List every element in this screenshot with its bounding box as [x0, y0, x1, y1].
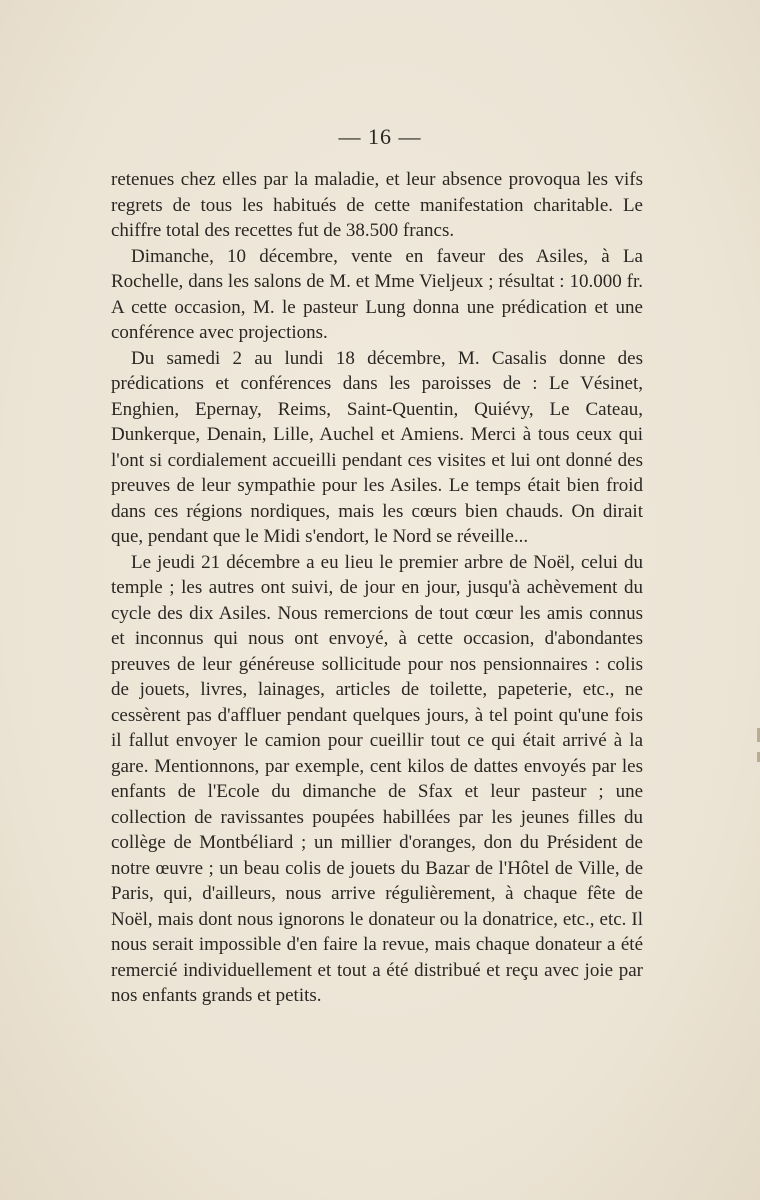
paragraph: retenues chez elles par la maladie, et leur absence provoqua les vifs regrets de tous les habitués de cette manifestation charitable. Le chiffre total des recettes fut de 38.500 francs. [111, 169, 643, 241]
paragraph: Du samedi 2 au lundi 18 décembre, M. Casalis donne des prédications et conférences dans les paroisses de : Le Vésinet, Enghien, Epernay, Reims, Saint-Quentin, Quiévy, Le Cateau, Dunkerque, Denain, Lille, Auchel et Amiens. Merci à tous ceux qui l'ont si cordialement accueilli pendant ces visites et lui ont donné des preuves de leur sympathie pour les Asiles. Le temps était bien froid dans ces régions nordiques, mais les cœurs bien chauds. On dirait que, pendant que le Midi s'endort, le Nord se réveille... [111, 347, 643, 547]
paragraph: Dimanche, 10 décembre, vente en faveur des Asiles, à La Rochelle, dans les salons de M. et Mme Vieljeux ; résultat : 10.000 fr. A cette occasion, M. le pasteur Lung donna une prédication et une conférence avec projections. [111, 245, 643, 343]
paragraph: Le jeudi 21 décembre a eu lieu le premier arbre de Noël, celui du temple ; les autres ont suivi, de jour en jour, jusqu'à achèvement du cycle des dix Asiles. Nous remercions de tout cœur les amis connus et inconnus qui nous ont envoyé, à cette occasion, d'abondantes preuves de leur généreuse sollicitude pour nos pensionnaires : colis de jouets, livres, lainages, articles de toilette, papeterie, etc., ne cessèrent pas d'affluer pendant quelques jours, à tel point qu'une fois il fallut envoyer le camion pour cueillir tout ce qui était arrivé à la gare. Mentionnons, par exemple, cent kilos de dattes envoyés par les enfants de l'Ecole du dimanche de Sfax et leur pasteur ; une collection de ravissantes poupées habillées par les jeunes filles du collège de Montbéliard ; un millier d'oranges, don du Président de notre œuvre ; un beau colis de jouets du Bazar de l'Hôtel de Ville, de Paris, qui, d'ailleurs, nous arrive régulièrement, à chaque fête de Noël, mais dont nous ignorons le donateur ou la donatrice, etc., etc. Il nous serait impossible d'en faire la revue, mais chaque donateur a été remercié individuellement et tout a été distribué et reçu avec joie par nos enfants grands et petits. [111, 551, 643, 1006]
body-text [111, 167, 643, 1009]
page-number: — 16 — [338, 124, 422, 149]
